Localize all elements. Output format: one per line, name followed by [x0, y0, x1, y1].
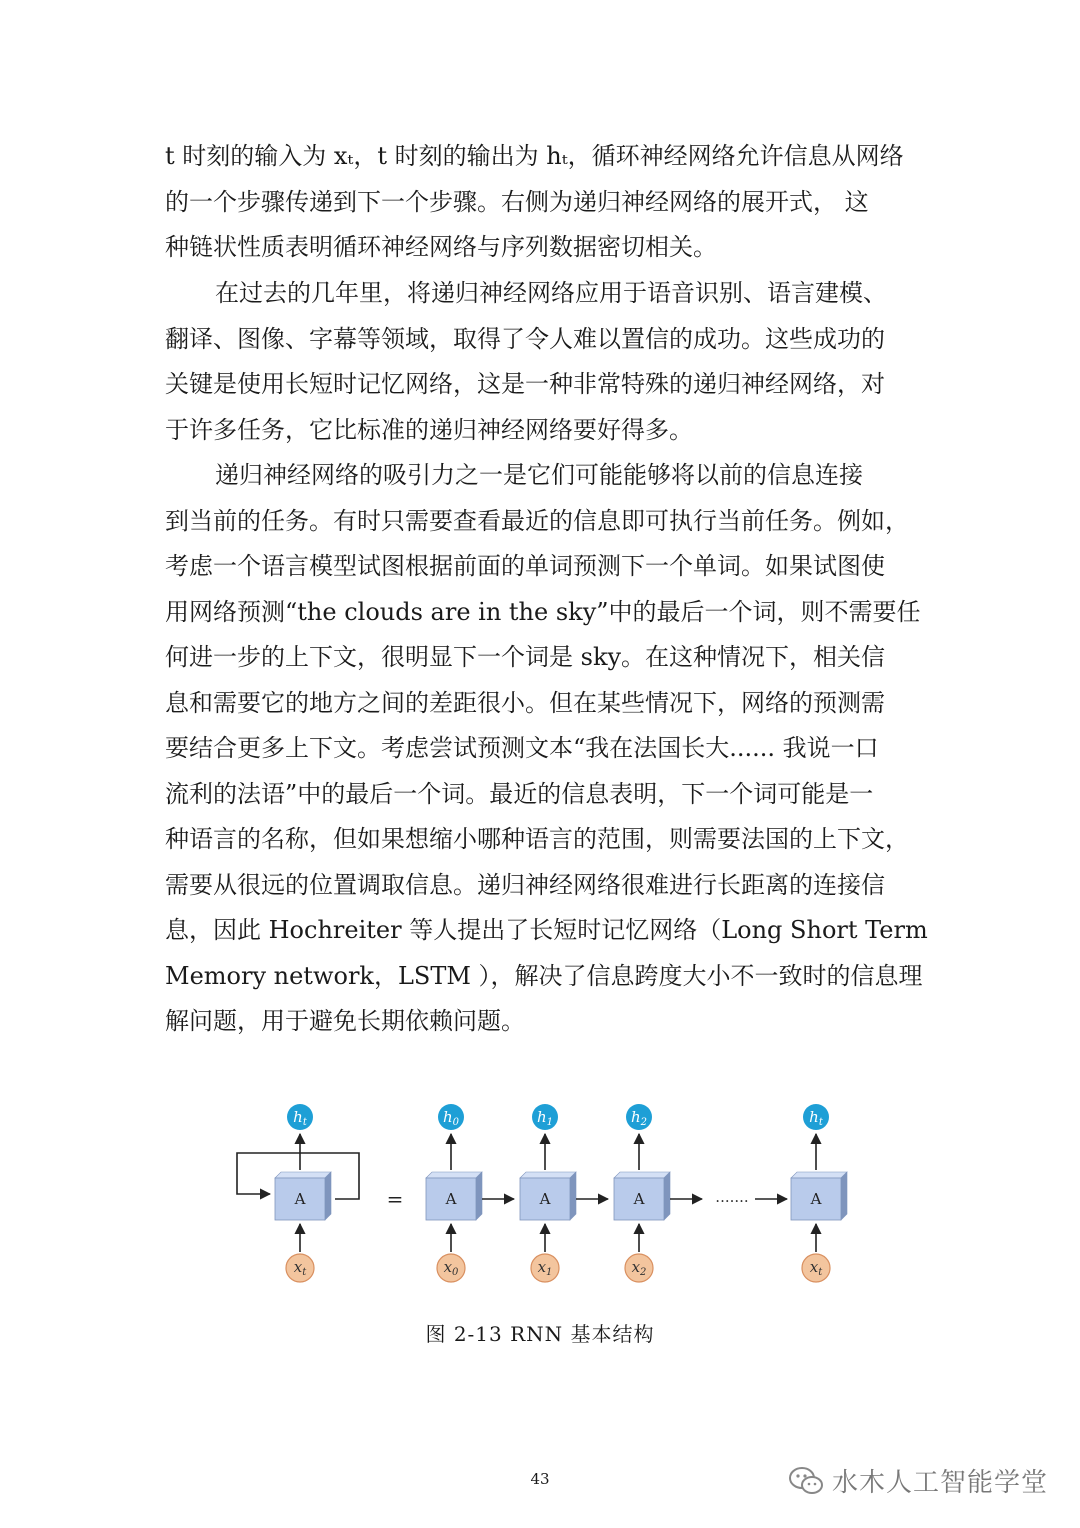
input-label: $x_t$ — [809, 1258, 823, 1278]
output-label: $h_t$ — [293, 1108, 307, 1128]
wechat-icon — [788, 1466, 824, 1496]
text-line: 到当前的任务。有时只需要查看最近的信息即可执行当前任务。例如， — [165, 506, 909, 535]
cell-side-face — [841, 1172, 847, 1220]
cell-top-face — [426, 1172, 482, 1178]
cell-top-face — [614, 1172, 670, 1178]
cell-top-face — [520, 1172, 576, 1178]
text-line: 需要从很远的位置调取信息。递归神经网络很难进行长距离的连接信 — [165, 870, 885, 899]
text-line: t 时刻的输入为 xₜ，t 时刻的输出为 hₜ，循环神经网络允许信息从网络 — [165, 142, 904, 170]
text-line: Memory network，LSTM ），解决了信息跨度大小不一致时的信息理 — [165, 961, 923, 990]
text-line: 要结合更多上下文。考虑尝试预测文本“我在法国长大...... 我说一口 — [165, 734, 879, 762]
text-line: 何进一步的上下文，很明显下一个词是 sky。在这种情况下，相关信 — [165, 643, 886, 671]
cell-side-face — [325, 1172, 331, 1220]
input-label: $x_2$ — [631, 1258, 647, 1278]
paragraph-2 — [165, 271, 917, 453]
cell-side-face — [570, 1172, 576, 1220]
cell-label: A — [539, 1190, 551, 1208]
ellipsis: ....... — [715, 1188, 749, 1206]
equals-sign: = — [386, 1187, 404, 1211]
figure-caption: 图 2-13 RNN 基本结构 — [425, 1322, 655, 1346]
watermark-text: 水木人工智能学堂 — [832, 1468, 1049, 1498]
text-line: 用网络预测“the clouds are in the sky”中的最后一个词，则不需要任 — [165, 597, 921, 626]
cell-label: A — [445, 1190, 457, 1208]
text-line: 种链状性质表明循环神经网络与序列数据密切相关。 — [165, 233, 717, 261]
input-label: $x_0$ — [443, 1258, 459, 1278]
cell-top-face — [275, 1172, 331, 1178]
paragraph-1 — [165, 134, 917, 271]
cell-top-face — [791, 1172, 847, 1178]
text-line: 在过去的几年里，将递归神经网络应用于语音识别、语言建模、 — [215, 279, 887, 307]
cell-label: A — [294, 1190, 306, 1208]
text-line: 考虑一个语言模型试图根据前面的单词预测下一个单词。如果试图使 — [165, 552, 885, 580]
watermark — [788, 1462, 1048, 1499]
paragraph-3 — [165, 453, 928, 1045]
cell-label: A — [810, 1190, 822, 1208]
text-line: 翻译、图像、字幕等领域，取得了令人难以置信的成功。这些成功的 — [165, 324, 885, 353]
text-line: 递归神经网络的吸引力之一是它们可能能够将以前的信息连接 — [215, 461, 863, 489]
cell-label: A — [633, 1190, 645, 1208]
text-line: 种语言的名称，但如果想缩小哪种语言的范围，则需要法国的上下文， — [165, 825, 909, 853]
page-number: 43 — [530, 1470, 550, 1488]
input-label: $x_t$ — [293, 1258, 307, 1278]
cell-side-face — [476, 1172, 482, 1220]
text-line: 流利的法语”中的最后一个词。最近的信息表明，下一个词可能是一 — [165, 779, 874, 808]
output-label: $h_1$ — [536, 1108, 554, 1128]
input-label: $x_1$ — [537, 1258, 553, 1278]
cell-side-face — [664, 1172, 670, 1220]
text-line: 于许多任务，它比标准的递归神经网络要好得多。 — [165, 415, 693, 444]
text-line: 息和需要它的地方之间的差距很小。但在某些情况下，网络的预测需 — [165, 688, 885, 717]
text-line: 解问题，用于避免长期依赖问题。 — [165, 1007, 525, 1035]
output-label: $h_0$ — [442, 1108, 460, 1128]
text-line: 的一个步骤传递到下一个步骤。右侧为递归神经网络的展开式， 这 — [165, 187, 869, 216]
text-line: 关键是使用长短时记忆网络，这是一种非常特殊的递归神经网络，对 — [165, 370, 885, 398]
text-line: 息，因此 Hochreiter 等人提出了长短时记忆网络（Long Short Term — [165, 916, 928, 944]
rnn-diagram — [225, 1090, 865, 1300]
output-label: $h_2$ — [630, 1108, 648, 1128]
output-label: $h_t$ — [809, 1108, 823, 1128]
